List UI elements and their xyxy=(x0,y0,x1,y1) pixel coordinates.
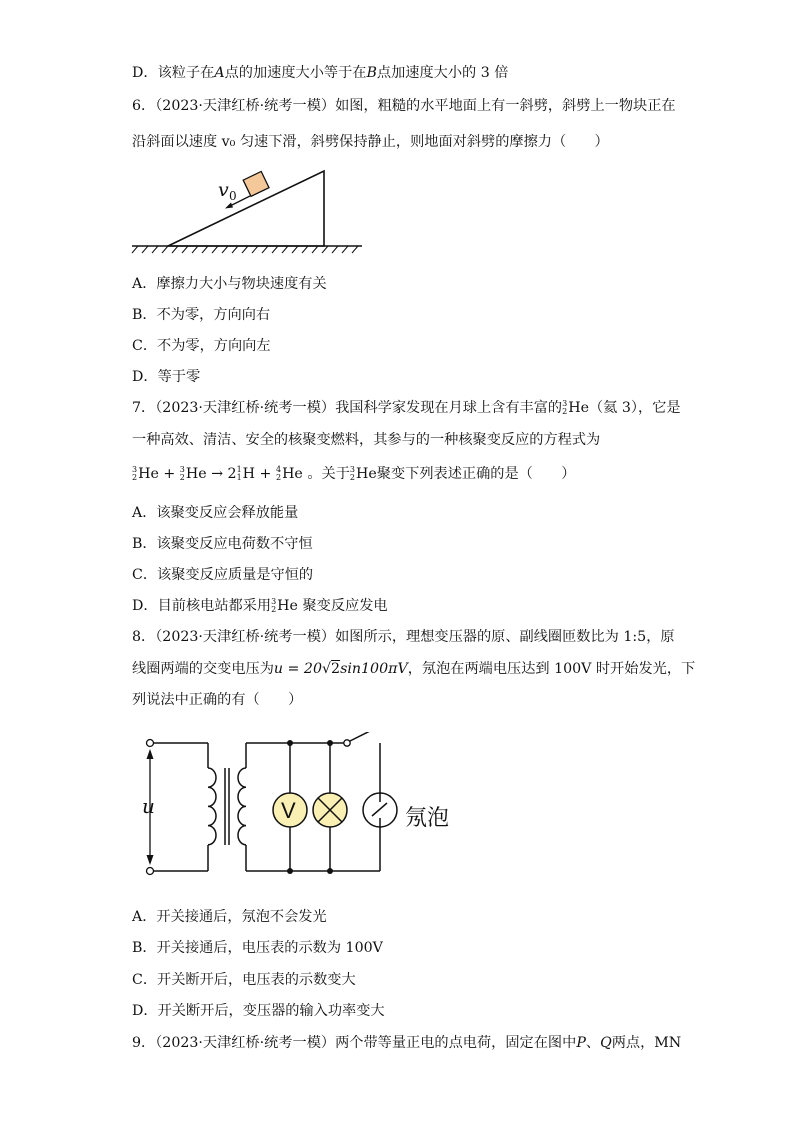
primary-coil xyxy=(208,768,216,845)
q7-stem-line2: 一种高效、清洁、安全的核聚变燃料，其参与的一种核聚变反应的方程式为 xyxy=(132,432,601,448)
q7-option-d: D．目前核电站都采用 3 2 He 聚变反应发电 xyxy=(132,597,388,614)
q7-equation-line: 3 2 He + 3 2 He → 2 1 1 H + 4 2 He 。关于 3 2 He聚变下列表述正确的是（ ） xyxy=(132,465,576,482)
voltmeter-label: V xyxy=(281,798,296,823)
q7-stem-line1: 7．（2023·天津红桥·统考一模）我国科学家发现在月球上含有丰富的 3 2 He（氦 3），它是 xyxy=(132,399,681,416)
lamp-icon xyxy=(313,793,347,827)
q7-option-c: C．该聚变反应质量是守恒的 xyxy=(132,567,314,583)
q6-option-d: D．等于零 xyxy=(132,369,201,385)
nuclide-he3: 3 2 xyxy=(562,399,568,416)
q6-option-a: A．摩擦力大小与物块速度有关 xyxy=(132,276,327,292)
q9-stem-line1: 9．（2023·天津红桥·统考一模）两个带等量正电的点电荷，固定在图中P、Q两点，MN xyxy=(132,1035,682,1051)
incline-figure xyxy=(130,165,370,257)
block xyxy=(243,171,269,196)
q6-option-c: C．不为零，方向向左 xyxy=(132,338,271,354)
q8-stem-line2: 线圈两端的交变电压为u = 20√2sin100πV，氖泡在两端电压达到 100V 时开始发光，下 xyxy=(132,661,696,677)
terminal-top xyxy=(147,740,154,747)
transformer-circuit xyxy=(140,732,470,882)
neon-label: 氖泡 xyxy=(405,806,450,831)
secondary-coil xyxy=(238,768,246,845)
ground-hatch xyxy=(132,246,358,253)
terminal-bottom xyxy=(147,868,154,875)
velocity-arrowhead xyxy=(225,203,233,209)
u-label: u xyxy=(142,794,155,818)
q7-option-a: A．该聚变反应会释放能量 xyxy=(132,505,299,521)
q8-option-c: C．开关断开后，电压表的示数变大 xyxy=(132,972,356,988)
q6-option-b: B．不为零，方向向右 xyxy=(132,307,271,323)
neon-bulb-icon xyxy=(363,793,397,827)
v0-label: v xyxy=(218,179,229,201)
q6-stem-line1: 6．（2023·天津红桥·统考一模）如图，粗糙的水平地面上有一斜劈，斜劈上一物块正在 xyxy=(132,98,676,114)
q8-option-a: A．开关接通后，氖泡不会发光 xyxy=(132,909,327,925)
q8-option-d: D．开关断开后，变压器的输入功率变大 xyxy=(132,1003,385,1019)
q6-stem-line2: 沿斜面以速度 v₀ 匀速下滑，斜劈保持静止，则地面对斜劈的摩擦力（ ） xyxy=(132,134,609,150)
q5-option-d: D．该粒子在A点的加速度大小等于在B点加速度大小的 3 倍 xyxy=(132,65,509,81)
q8-stem-line3: 列说法中正确的有（ ） xyxy=(132,692,303,708)
q8-stem-line1: 8．（2023·天津红桥·统考一模）如图所示，理想变压器的原、副线圈匝数比为 1:5，原 xyxy=(132,629,675,645)
switch-pivot xyxy=(344,740,350,746)
q8-option-b: B．开关接通后，电压表的示数为 100V xyxy=(132,940,383,956)
q7-option-b: B．该聚变反应电荷数不守恒 xyxy=(132,536,313,552)
v0-subscript: 0 xyxy=(229,189,237,203)
switch-blade xyxy=(350,732,372,741)
